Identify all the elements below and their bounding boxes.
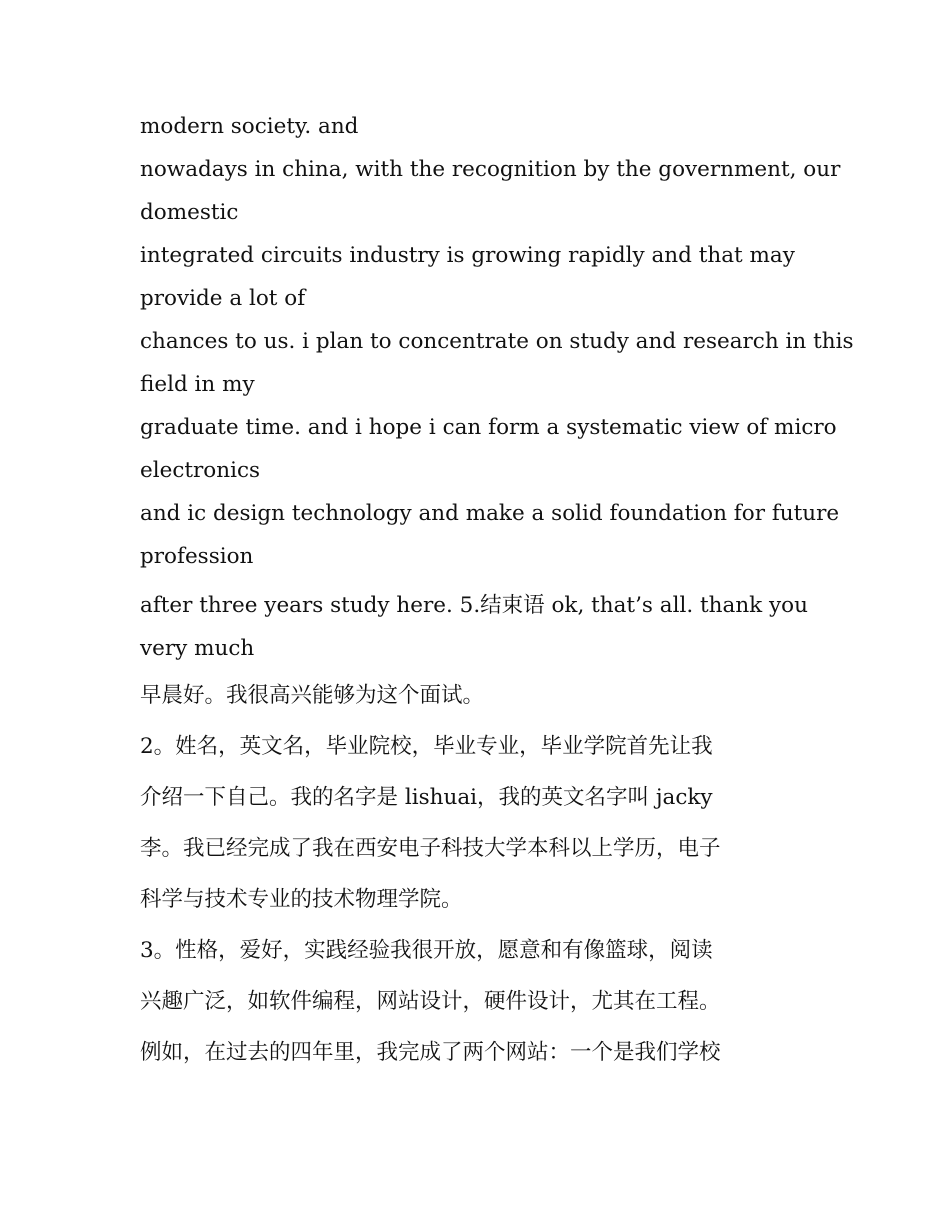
text-line: 李。我已经完成了我在西安电子科技大学本科以上学历，电子 (140, 836, 721, 861)
text-line: after three years study here. 5.结束语 ok, that’s all. thank you (140, 593, 808, 618)
text-line: 3。性格，爱好，实践经验我很开放，愿意和有像篮球，阅读 (140, 938, 713, 963)
text-line: electronics (140, 458, 261, 483)
text-line: 兴趣广泛，如软件编程，网站设计，硬件设计，尤其在工程。 (140, 989, 721, 1014)
document-body (140, 105, 854, 1078)
text-line: integrated circuits industry is growing rapidly and that may (140, 243, 795, 268)
text-line: 例如，在过去的四年里，我完成了两个网站：一个是我们学校 (140, 1040, 721, 1065)
text-line: and ic design technology and make a solid foundation for future (140, 501, 840, 526)
text-line: 早晨好。我很高兴能够为这个面试。 (140, 683, 485, 708)
text-line: graduate time. and i hope i can form a systematic view of micro (140, 415, 837, 440)
text-line: chances to us. i plan to concentrate on study and research in this (140, 329, 854, 354)
text-line: domestic (140, 200, 239, 225)
text-line: modern society. and (140, 114, 359, 139)
text-line: 2。姓名，英文名，毕业院校，毕业专业，毕业学院首先让我 (140, 734, 713, 759)
text-line: provide a lot of (140, 286, 306, 311)
text-line: 介绍一下自己。我的名字是 lishuai，我的英文名字叫 jacky (140, 785, 713, 810)
text-line: very much (140, 636, 255, 661)
text-line: nowadays in china, with the recognition by the government, our (140, 157, 841, 182)
text-line: profession (140, 544, 254, 569)
text-line: 科学与技术专业的技术物理学院。 (140, 887, 463, 912)
text-line: field in my (140, 372, 255, 397)
